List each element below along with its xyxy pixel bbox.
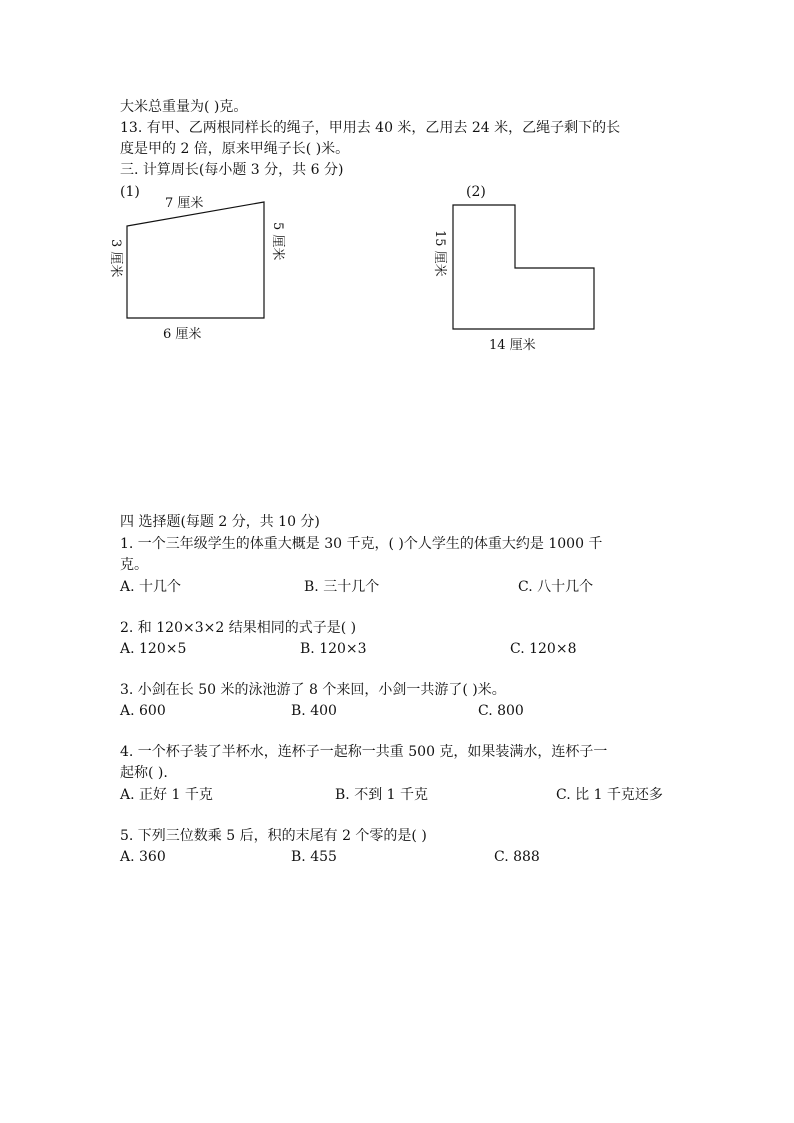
figure-2-number: (2) xyxy=(466,184,486,200)
question-2-option-c: C. 120×8 xyxy=(510,641,577,657)
question-1-option-a: A. 十几个 xyxy=(120,579,182,595)
l-shape-left-label: 15 厘米 xyxy=(432,230,447,277)
question-3-stem: 3. 小剑在长 50 米的泳池游了 8 个来回，小剑一共游了( )米。 xyxy=(120,682,506,698)
section-4-title: 四 选择题(每题 2 分，共 10 分) xyxy=(120,514,320,530)
question-4-stem-line-1: 4. 一个杯子装了半杯水，连杯子一起称一共重 500 克，如果装满水，连杯子一 xyxy=(120,744,608,760)
question-5-option-c: C. 888 xyxy=(494,849,540,865)
question-3-option-c: C. 800 xyxy=(478,703,524,719)
question-2-option-a: A. 120×5 xyxy=(120,641,187,657)
question-13-line-2: 度是甲的 2 倍，原来甲绳子长( )米。 xyxy=(120,141,350,157)
question-2-option-b: B. 120×3 xyxy=(300,641,367,657)
question-4-option-c: C. 比 1 千克还多 xyxy=(556,787,663,803)
question-4-stem-line-2: 起称( ). xyxy=(120,765,168,781)
l-shape xyxy=(453,205,594,329)
question-1-stem-line-2: 克。 xyxy=(120,557,148,573)
figure-1-number: (1) xyxy=(120,184,140,200)
trapezoid-bottom-label: 6 厘米 xyxy=(163,327,202,342)
question-1-option-c: C. 八十几个 xyxy=(518,579,594,595)
question-3-option-a: A. 600 xyxy=(120,703,166,719)
question-4-option-a: A. 正好 1 千克 xyxy=(120,787,213,803)
perimeter-figures xyxy=(0,0,794,400)
question-1-stem-line-1: 1. 一个三年级学生的体重大概是 30 千克，( )个人学生的体重大约是 1000 千 xyxy=(120,536,603,552)
question-5-option-b: B. 455 xyxy=(291,849,337,865)
trapezoid-shape xyxy=(127,202,264,318)
question-3-option-b: B. 400 xyxy=(291,703,337,719)
question-2-stem: 2. 和 120×3×2 结果相同的式子是( ) xyxy=(120,620,357,636)
question-1-option-b: B. 三十几个 xyxy=(304,579,380,595)
trapezoid-left-label: 3 厘米 xyxy=(108,239,123,278)
fill-in-line-rice-weight: 大米总重量为( )克。 xyxy=(120,99,248,115)
question-5-stem: 5. 下列三位数乘 5 后，积的末尾有 2 个零的是( ) xyxy=(120,828,427,844)
trapezoid-right-label: 5 厘米 xyxy=(270,222,285,261)
question-13-line-1: 13. 有甲、乙两根同样长的绳子，甲用去 40 米，乙用去 24 米，乙绳子剩下的长 xyxy=(120,120,621,136)
section-3-title: 三. 计算周长(每小题 3 分，共 6 分) xyxy=(120,162,344,178)
l-shape-bottom-label: 14 厘米 xyxy=(489,338,536,353)
question-4-option-b: B. 不到 1 千克 xyxy=(335,787,428,803)
question-5-option-a: A. 360 xyxy=(120,849,166,865)
trapezoid-top-label: 7 厘米 xyxy=(165,196,204,211)
